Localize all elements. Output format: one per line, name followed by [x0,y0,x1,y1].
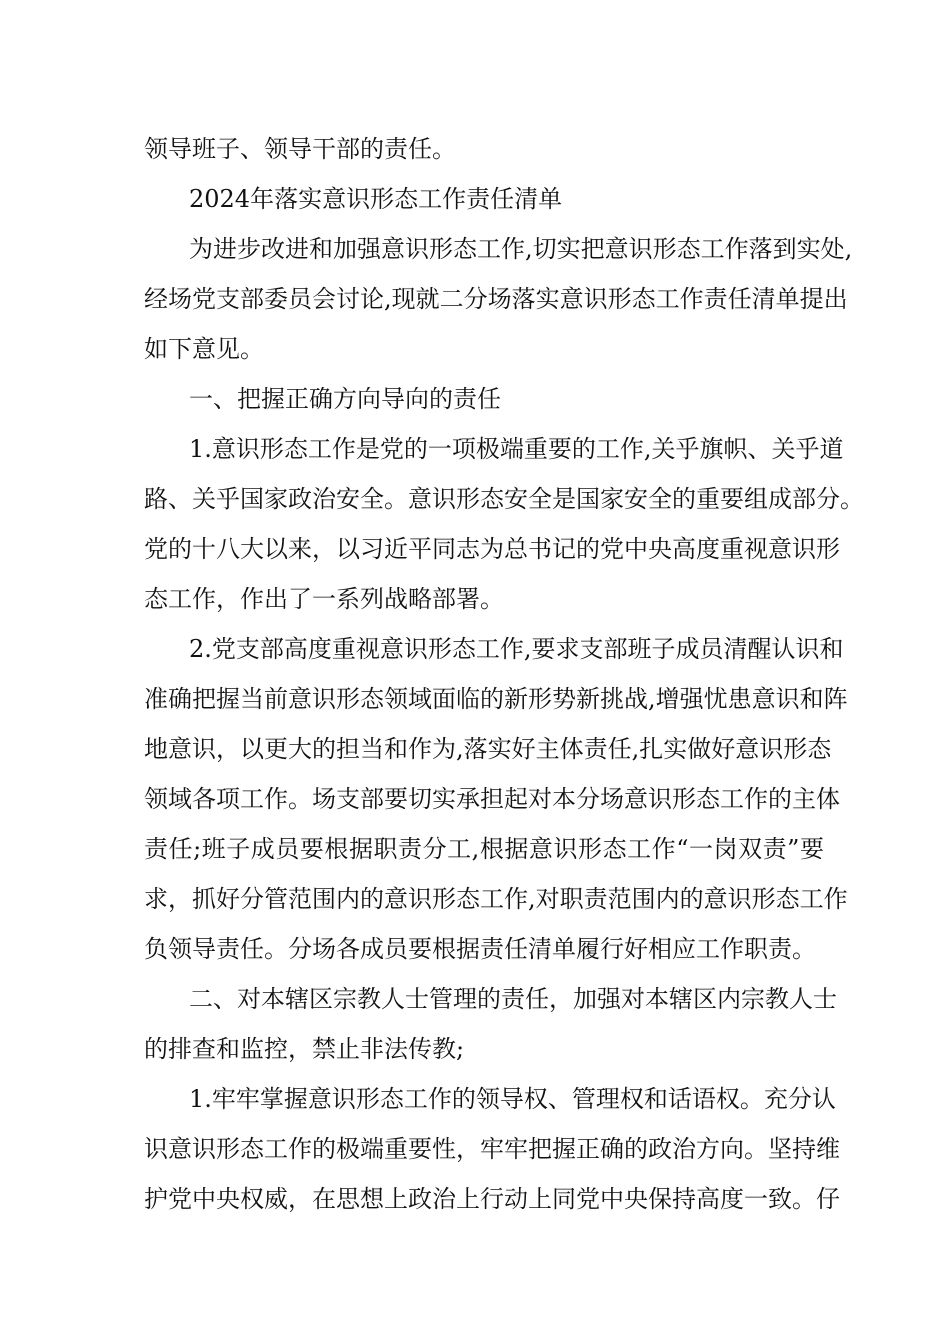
text-line: 领域各项工作。场支部要切实承担起对本分场意识形态工作的主体 [144,785,840,813]
text-line: 准确把握当前意识形态领域面临的新形势新挑战,增强忧患意识和阵 [144,685,848,713]
text-line: 为进步改进和加强意识形态工作,切实把意识形态工作落到实处, [189,235,853,263]
text-line: 态工作，作出了一系列战略部署。 [144,585,504,613]
section-heading: 一、把握正确方向导向的责任 [189,385,501,413]
text-line: 如下意见。 [144,335,264,363]
text-line: 1.牢牢掌握意识形态工作的领导权、管理权和话语权。充分认 [189,1085,836,1113]
text-line: 领导班子、领导干部的责任。 [144,135,456,163]
text-line: 地意识，以更大的担当和作为,落实好主体责任,扎实做好意识形态 [144,735,832,763]
text-line: 的排查和监控，禁止非法传教; [144,1035,465,1063]
text-line: 识意识形态工作的极端重要性，牢牢把握正确的政治方向。坚持维 [144,1135,840,1163]
text-line: 护党中央权威，在思想上政治上行动上同党中央保持高度一致。仔 [144,1185,840,1213]
text-line: 负领导责任。分场各成员要根据责任清单履行好相应工作职责。 [144,935,816,963]
text-line: 求，抓好分管范围内的意识形态工作,对职责范围内的意识形态工作 [144,885,848,913]
text-line: 经场党支部委员会讨论,现就二分场落实意识形态工作责任清单提出 [144,285,848,313]
section-heading: 二、对本辖区宗教人士管理的责任，加强对本辖区内宗教人士 [189,985,837,1013]
section-title: 2024年落实意识形态工作责任清单 [189,185,563,213]
text-line: 责任;班子成员要根据职责分工,根据意识形态工作“一岗双责”要 [144,835,824,863]
text-line: 1.意识形态工作是党的一项极端重要的工作,关乎旗帜、关乎道 [189,435,844,463]
text-line: 路、关乎国家政治安全。意识形态安全是国家安全的重要组成部分。 [144,485,864,513]
text-line: 党的十八大以来，以习近平同志为总书记的党中央高度重视意识形 [144,535,840,563]
text-line: 2.党支部高度重视意识形态工作,要求支部班子成员清醒认识和 [189,635,844,663]
